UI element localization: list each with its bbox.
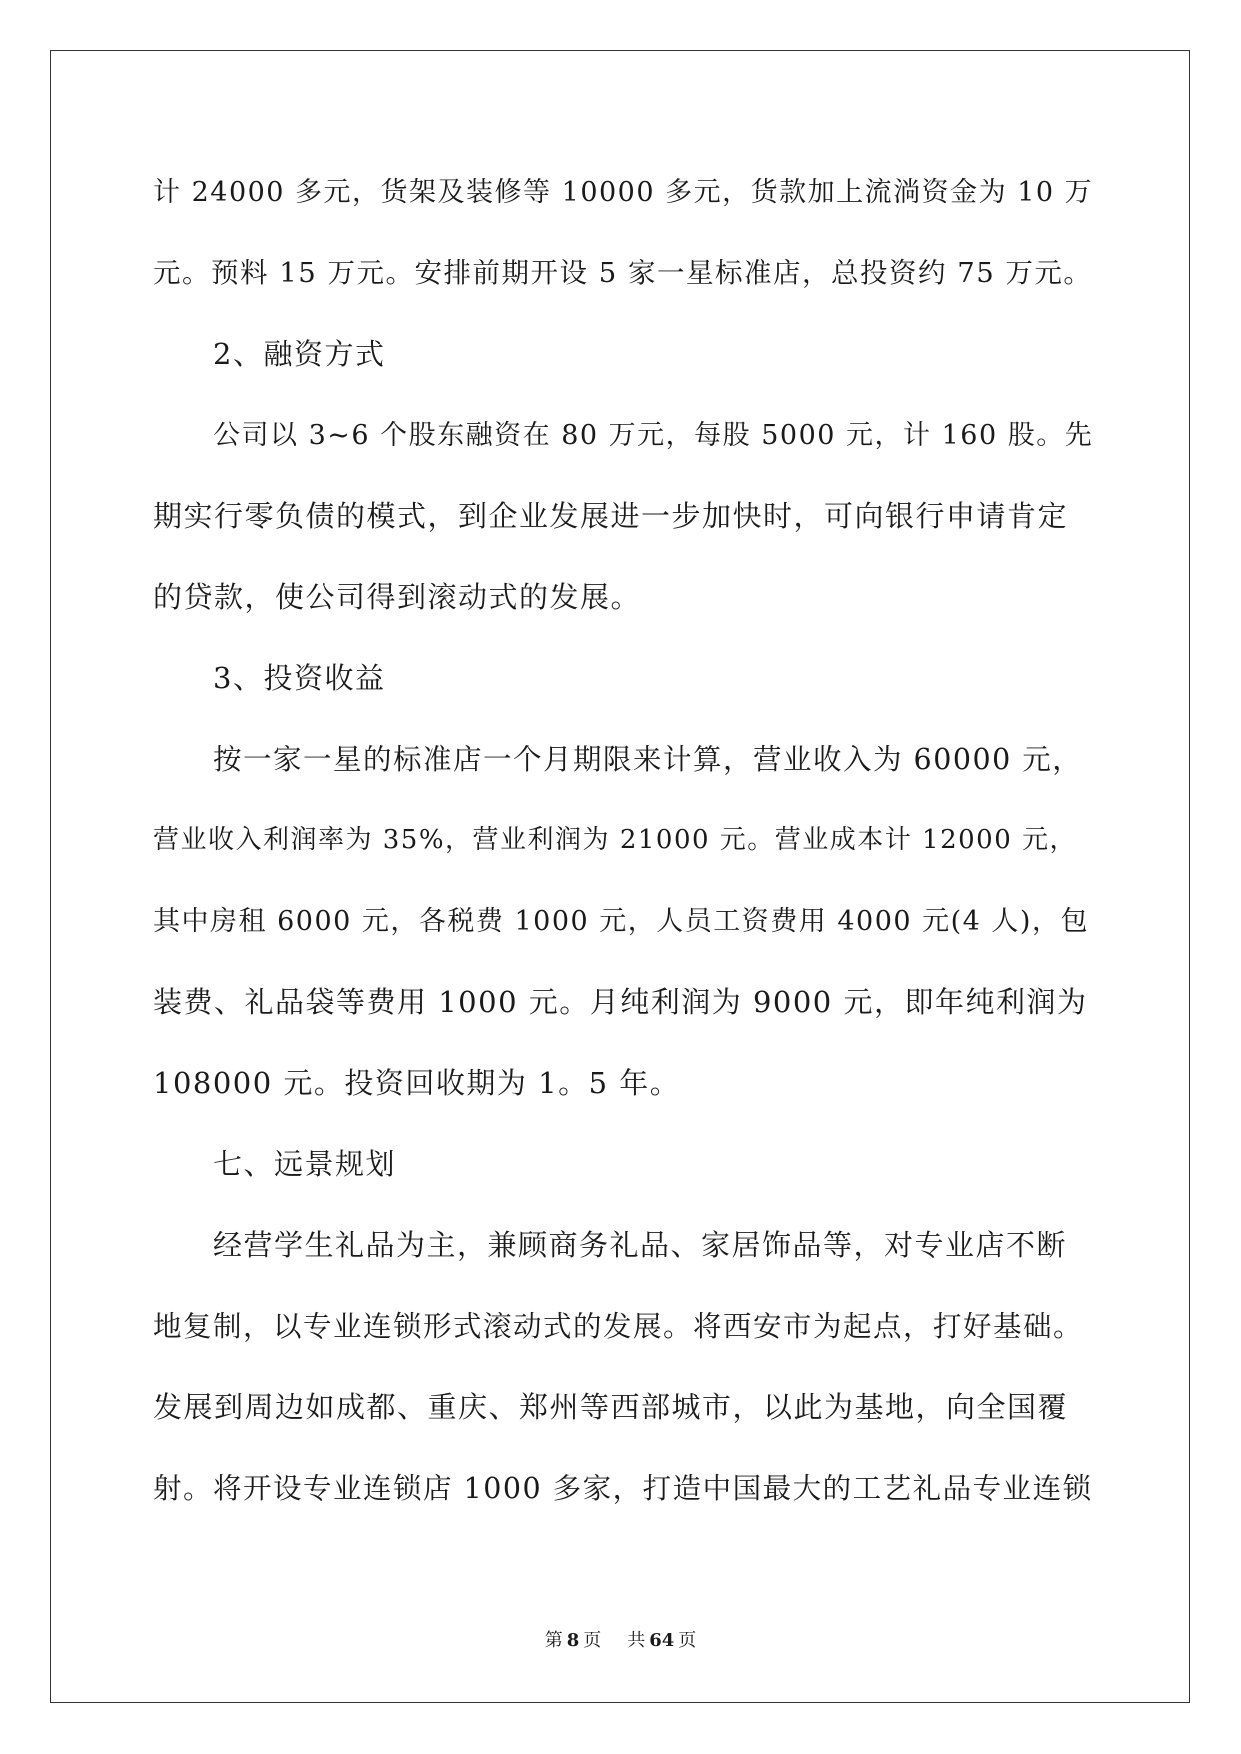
page-footer xyxy=(0,1626,1241,1652)
total-prefix: 共 xyxy=(627,1630,646,1651)
page-prefix: 第 xyxy=(544,1630,563,1651)
section-heading-vision: 七、远景规划 xyxy=(213,1147,397,1181)
page-number: 8 xyxy=(566,1630,580,1651)
section-heading-financing: 2、融资方式 xyxy=(213,337,386,371)
page-suffix: 页 xyxy=(583,1630,602,1651)
text-line: 营业收入利润率为 35%，营业利润为 21000 元。营业成本计 12000 元， xyxy=(153,825,1078,855)
total-suffix: 页 xyxy=(678,1630,697,1651)
text-line: 地复制，以专业连锁形式滚动式的发展。将西安市为起点，打好基础。 xyxy=(153,1310,1084,1343)
text-line: 射。将开设专业连锁店 1000 多家，打造中国最大的工艺礼品专业连锁 xyxy=(153,1472,1093,1505)
text-line: 其中房租 6000 元，各税费 1000 元，人员工资费用 4000 元(4 人)，包 xyxy=(153,906,1089,937)
text-line: 计 24000 多元，货架及装修等 10000 多元，货款加上流淌资金为 10 万 xyxy=(153,177,1094,208)
text-line: 经营学生礼品为主，兼顾商务礼品、家居饰品等，对专业店不断 xyxy=(213,1228,1068,1262)
document-body xyxy=(153,160,1093,1537)
text-line: 的贷款，使公司得到滚动式的发展。 xyxy=(153,580,642,614)
text-line: 按一家一星的标准店一个月期限来计算，营业收入为 60000 元， xyxy=(213,743,1083,776)
section-heading-returns: 3、投资收益 xyxy=(213,661,386,695)
text-line: 装费、礼品袋等费用 1000 元。月纯利润为 9000 元，即年纯利润为 xyxy=(153,985,1088,1019)
text-line: 108000 元。投资回收期为 1。5 年。 xyxy=(153,1066,681,1100)
text-line: 发展到周边如成都、重庆、郑州等西部城市，以此为基地，向全国覆 xyxy=(153,1390,1069,1424)
text-line: 元。预料 15 万元。安排前期开设 5 家一星标准店，总投资约 75 万元。 xyxy=(153,257,1093,289)
text-line: 期实行零负债的模式，到企业发展进一步加快时，可向银行申请肯定 xyxy=(153,499,1069,533)
text-line: 公司以 3~6 个股东融资在 80 万元，每股 5000 元，计 160 股。先 xyxy=(213,420,1094,451)
total-pages: 64 xyxy=(649,1630,675,1651)
